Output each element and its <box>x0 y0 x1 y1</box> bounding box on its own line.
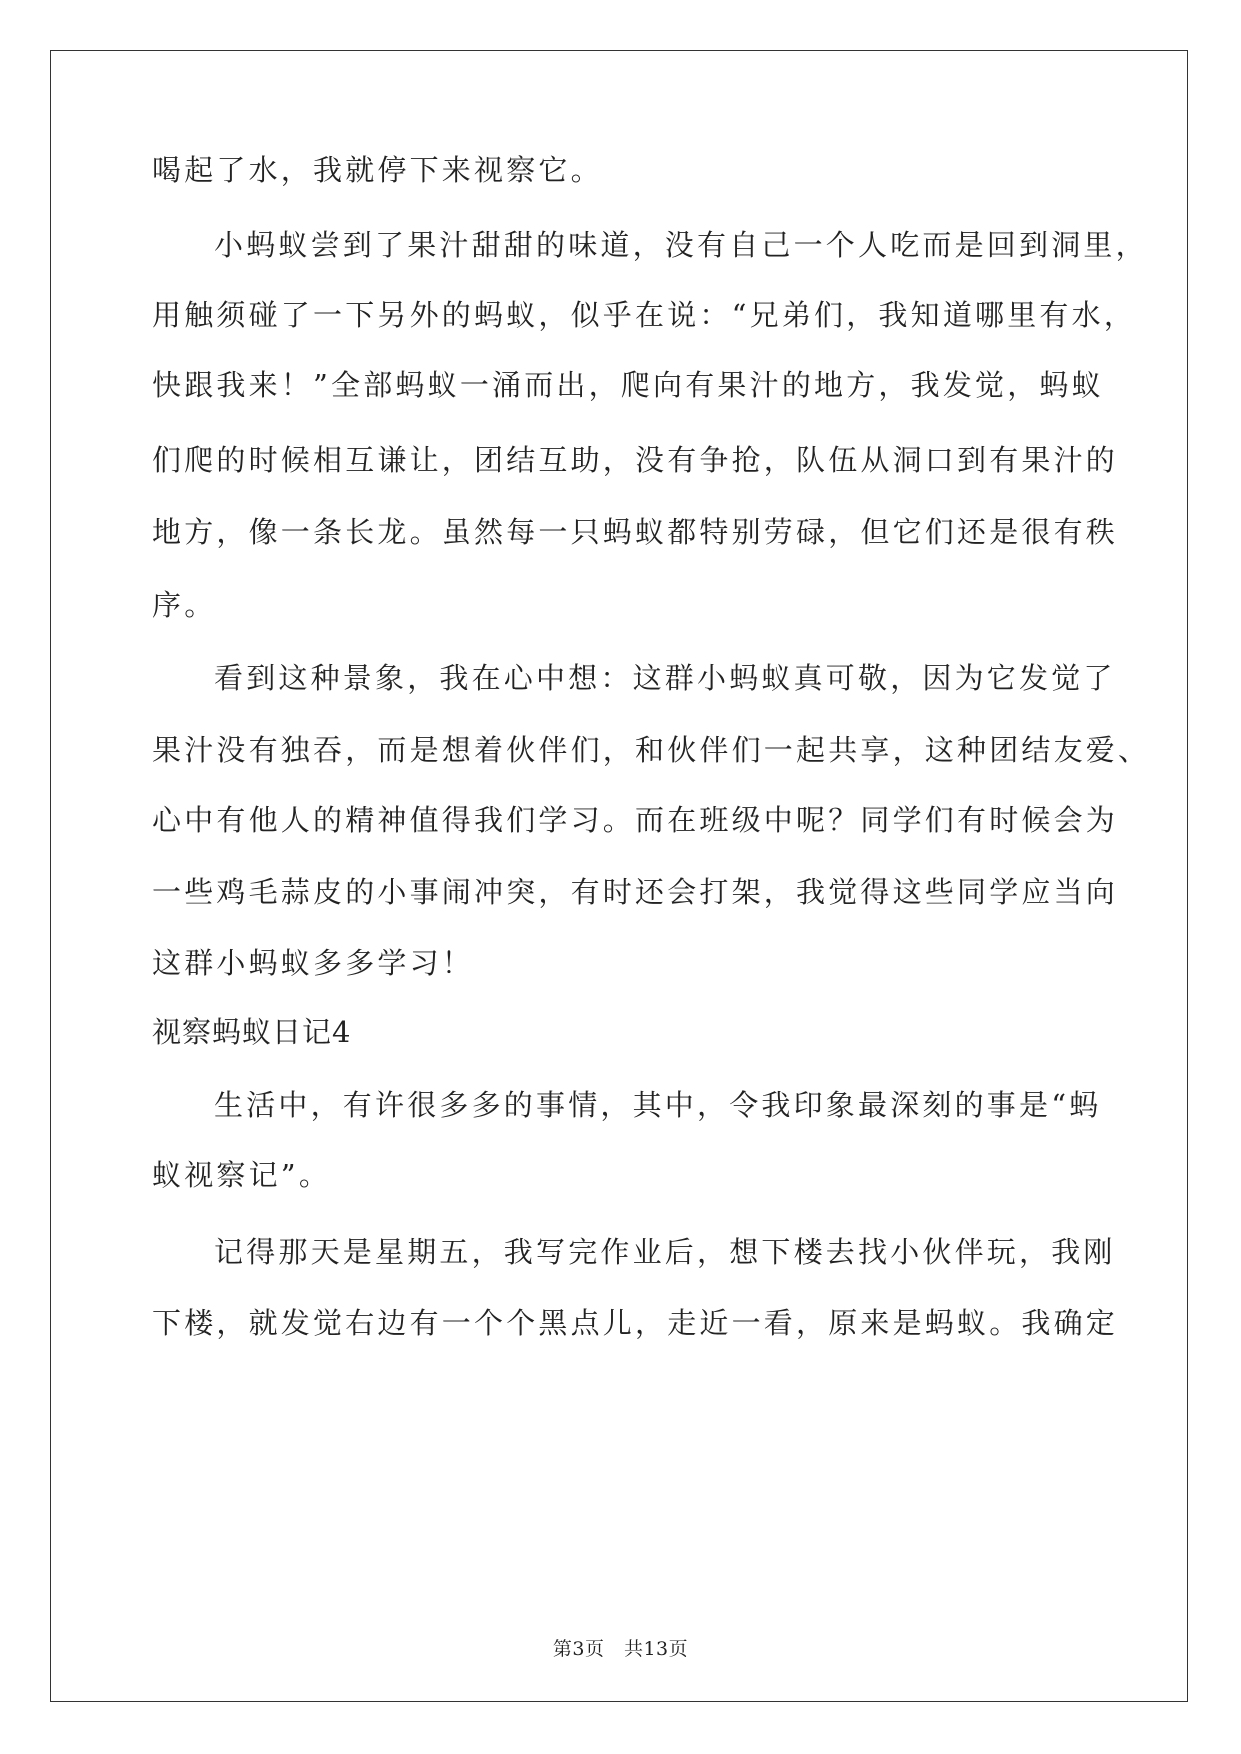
paragraph-line: 记得那天是星期五，我写完作业后，想下楼去找小伙伴玩，我刚 <box>214 1235 1116 1269</box>
paragraph-line: 用触须碰了一下另外的蚂蚁，似乎在说：“兄弟们，我知道哪里有水， <box>152 298 1137 332</box>
section-heading: 视察蚂蚁日记4 <box>152 1015 352 1049</box>
paragraph-line: 果汁没有独吞，而是想着伙伴们，和伙伴们一起共享，这种团结友爱、 <box>152 733 1151 767</box>
paragraph-line: 看到这种景象，我在心中想：这群小蚂蚁真可敬，因为它发觉了 <box>214 661 1116 695</box>
paragraph-line: 下楼，就发觉右边有一个个黑点儿，走近一看，原来是蚂蚁。我确定 <box>152 1306 1119 1340</box>
page-footer: 第3页 共13页 <box>552 1638 689 1660</box>
paragraph-line: 小蚂蚁尝到了果汁甜甜的味道，没有自己一个人吃而是回到洞里， <box>214 228 1148 262</box>
paragraph-line: 心中有他人的精神值得我们学习。而在班级中呢？同学们有时候会为 <box>152 803 1119 837</box>
paragraph-line: 这群小蚂蚁多多学习！ <box>152 946 475 980</box>
paragraph-line: 喝起了水，我就停下来视察它。 <box>152 153 603 187</box>
paragraph-line: 地方，像一条长龙。虽然每一只蚂蚁都特别劳碌，但它们还是很有秩 <box>152 515 1119 549</box>
paragraph-line: 快跟我来！”全部蚂蚁一涌而出，爬向有果汁的地方，我发觉，蚂蚁 <box>152 368 1104 402</box>
paragraph-line: 一些鸡毛蒜皮的小事闹冲突，有时还会打架，我觉得这些同学应当向 <box>152 875 1119 909</box>
paragraph-line: 们爬的时候相互谦让，团结互助，没有争抢，队伍从洞口到有果汁的 <box>152 443 1119 477</box>
paragraph-line: 蚁视察记”。 <box>152 1158 332 1192</box>
paragraph-line: 序。 <box>152 588 217 622</box>
paragraph-line: 生活中，有许很多多的事情，其中，令我印象最深刻的事是“蚂 <box>214 1088 1102 1122</box>
